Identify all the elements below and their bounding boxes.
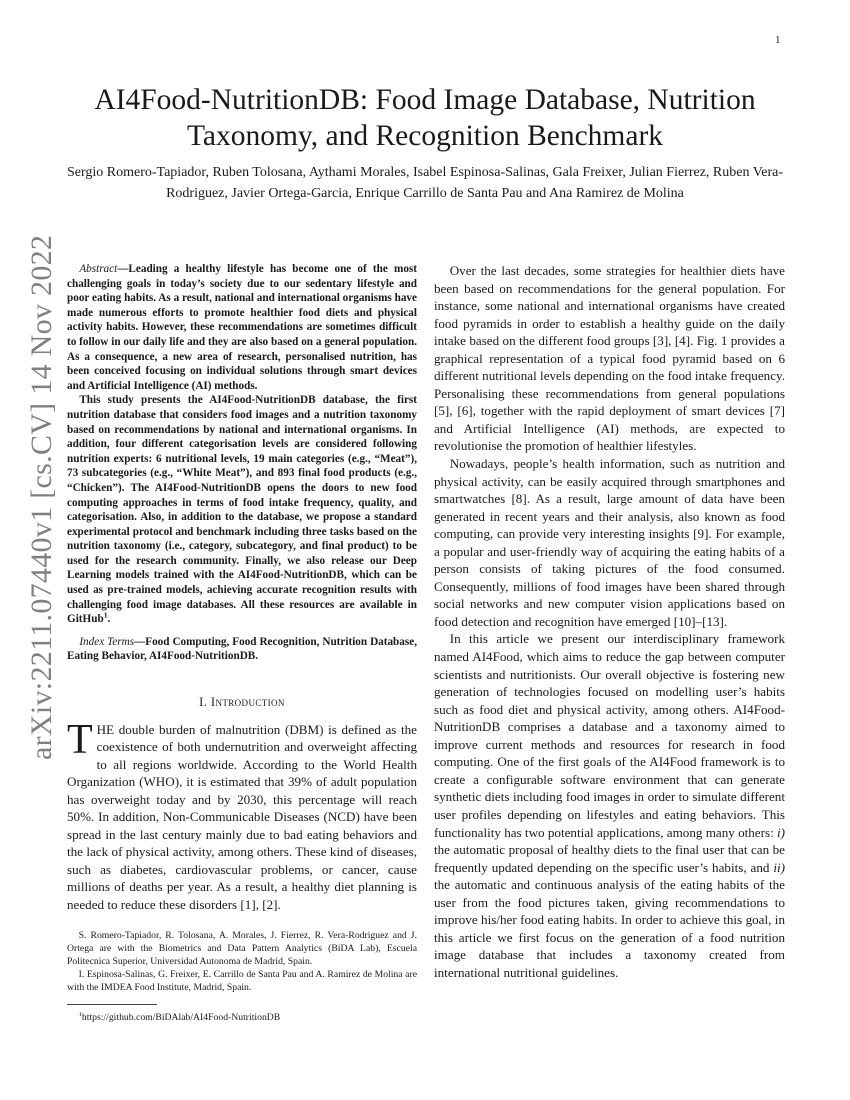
body-paragraph: In this article we present our interdisciplinary framework named AI4Food, which aims to reduce the gap between computer scientists and nutritionists. Our overall objective is fostering new generation of technologies focused on modelling user’s habits such as food diet and physical activity, among others. AI4Food-NutritionDB comprises a database and a taxonomy aimed to improve current methods and resources for research in food computing. One of the first goals of the AI4Food framework is to create a configurable software environment that can generate synthetic diets including food images in order to simulate different user profiles depending on lifestyles and eating behaviors. This functionality has two potential applications, among many others: i) the automatic proposal of healthy diets to the final user that can be frequently updated depending on the specific user’s habits, and ii) the automatic and continuous analysis of the eating habits of the user from the food pictures taken, giving recommendations to improve his/her food eating habits. In order to achieve this goal, in this article we first focus on the generation of a food nutrition image database that includes a taxonomy created from international nutritional guidelines. (434, 631, 785, 980)
right-column (434, 262, 785, 981)
left-column (67, 262, 417, 1024)
section-heading-introduction: I. Introduction (199, 695, 285, 710)
arxiv-identifier[interactable]: arXiv:2211.07440v1 [cs.CV] 14 Nov 2022 (25, 234, 58, 760)
affiliation-note: I. Espinosa-Salinas, G. Freixer, E. Carrillo de Santa Pau and A. Ramirez de Molina are with the IMDEA Food Institute, Madrid, Spain. (67, 969, 417, 994)
abstract-label: Abstract (79, 263, 118, 275)
body-paragraph: Nowadays, people’s health information, such as nutrition and physical activity, can be easily acquired through smartphones and smartwatches [8]. As a result, large amount of data have been generated in recent years and their analysis, also known as food computing, can provide very interesting insights [9]. For example, a popular and user-friendly way of acquiring the eating habits of a person consists of taking pictures of the food consumed. Consequently, millions of food images have been shared through social networks and new computer vision applications based on food detection and recognition have emerged [10]–[13]. (434, 456, 785, 629)
index-terms-label: Index Terms (79, 635, 135, 648)
affiliation-notes (67, 929, 417, 994)
footnote-divider (67, 1004, 157, 1005)
github-link[interactable]: https://github.com/BiDAlab/AI4Food-NutritionDB (81, 1012, 281, 1024)
intro-paragraph-1: THE double burden of malnutrition (DBM) is defined as the coexistence of both undernutrition and overweight affecting to all regions worldwide. According to the World Health Organization (WHO), it is estimated that 39% of adult population has overweight today and by 2030, this percentage will reach 50%. In addition, Non-Communicable Diseases (NCD) have been spread in the last century mainly due to bad eating behaviors and the lack of physical activity, among others. These kind of diseases, such as diabetes, cardiovascular problems, or cancer, cause millions of deaths per year. As a result, a healthy diet planning is needed to reduce these disorders [1], [2]. (67, 716, 417, 912)
page-number: 1 (775, 34, 781, 46)
drop-cap: T (67, 716, 93, 763)
paper-title: AI4Food-NutritionDB: Food Image Database, Nutrition Taxonomy, and Recognition Benchmark (94, 84, 756, 152)
body-paragraph: Over the last decades, some strategies for healthier diets have been based on recommendations for the general population. For instance, some national and international organisms have created food pyramids in order to establish a healthy guide on the daily intake based on the different food groups [3], [4]. Fig. 1 provides a graphical representation of a typical food pyramid based on 6 different nutritional levels depending on the food intake frequency. Personalising these recommendations from general populations [5], [6], together with the rapid deployment of smart devices [7] and Artificial Intelligence (AI) methods, are expected to revolutionise the promotion of healthier lifestyles. (434, 263, 785, 454)
abstract-paragraph-1: Abstract—Leading a healthy lifestyle has become one of the most challenging goals in today’s society due to our sedentary lifestyle and poor eating habits. As a result, national and international organisms have made numerous efforts to promote healthier food diets and physical activity habits. However, these recommendations are sometimes difficult to follow in our daily life and they are also based on a general population. As a consequence, a new area of research, personalised nutrition, has been conceived focusing on individual solutions through smart devices and Artificial Intelligence (AI) methods. (67, 263, 417, 392)
affiliation-note: S. Romero-Tapiador, R. Tolosana, A. Morales, J. Fierrez, R. Vera-Rodriguez and J. Ortega are with the Biometrics and Data Pattern Analytics (BiDA Lab), Escuela Politecnica Superior, Universidad Autonoma de Madrid, Spain. (67, 930, 417, 968)
index-terms: Index Terms—Food Computing, Food Recognition, Nutrition Database, Eating Behavior, AI4Food-NutritionDB. (67, 635, 417, 663)
abstract-paragraph-2: This study presents the AI4Food-NutritionDB database, the first nutrition database that considers food images and a nutrition taxonomy based on recommendations by national and international organisms. In addition, four different categorisation levels are considered following nutrition experts: 6 nutritional levels, 19 main categories (e.g., “Meat”), 73 subcategories (e.g., “White Meat”), and 893 final food products (e.g., “Chicken”). The AI4Food-NutritionDB opens the doors to new food computing approaches in terms of food intake frequency, quality, and categorisation. Also, in addition to the database, we propose a standard experimental protocol and benchmark including three tasks based on the nutrition taxonomy (i.e., category, subcategory, and final product) to be used for the research community. Finally, we also release our Deep Learning models trained with the AI4Food-NutritionDB, which can be used as pre-trained models, achieving accurate recognition results with challenging food image databases. All these resources are available in GitHub$^1$. (67, 394, 417, 626)
footnote-number: 1 (78, 1010, 82, 1018)
footnote-marker[interactable]: 1 (103, 610, 108, 620)
introduction-body (67, 716, 417, 914)
abstract (67, 262, 417, 627)
author-list: Sergio Romero-Tapiador, Ruben Tolosana, Aythami Morales, Isabel Espinosa-Salinas, Gala Freixer, Julian Fierrez, Ruben Vera-Rodriguez, Javier Ortega-Garcia, Enrique Carrillo de Santa Pau and Ana Ramirez de Molina (66, 165, 784, 201)
footnote (67, 1011, 417, 1024)
